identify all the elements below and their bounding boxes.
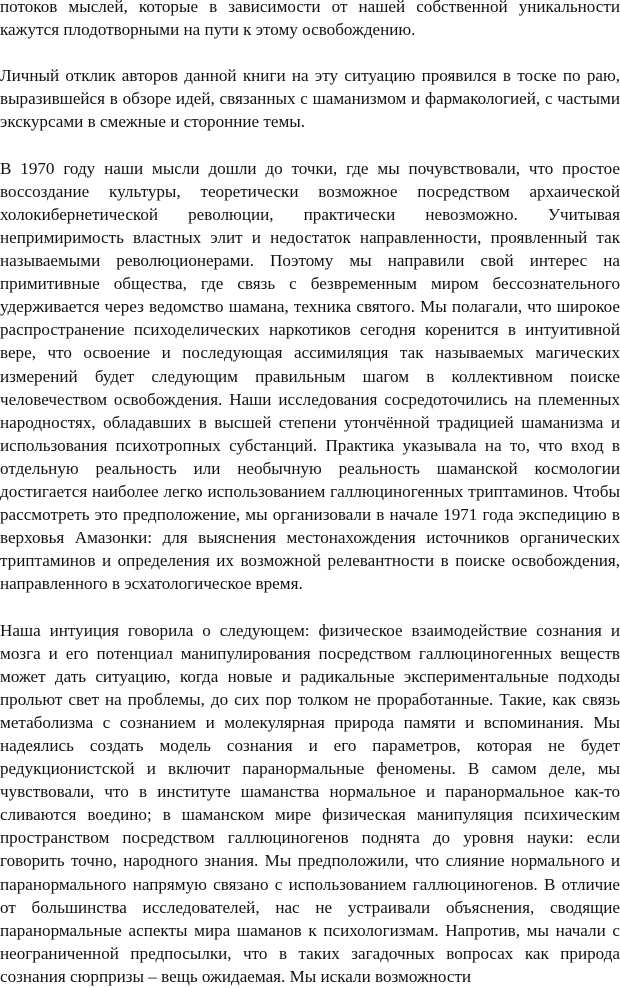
paragraph: В 1970 году наши мысли дошли до точки, где мы почувствовали, что простое воссоздание культуры, теоретически возможное посредством архаической холокибернетической революции, практически невозможно. Учитывая непримиримость властных элит и недостаток направленности, проявленный так называемыми революционерами. Поэтому мы направили свой интерес на примитивные общества, где связь с безвременным миром бессознательного удерживается через ведомство шамана, техника святого. Мы полагали, что широкое распространение психоделических наркотиков сегодня коренится в интуитивной вере, что освоение и последующая ассимиляция так называемых магических измерений будет следующим правильным шагом в коллективном поиске человечеством освобождения. Наши исследования сосредоточились на племенных народностях, обладавших в высшей степени утончённой традицией шаманизма и использования психотропных субстанций. Практика указывала на то, что вход в отдельную реальность или необычную реальность шаманской космологии достигается наиболее легко использованием галлюциногенных триптаминов. Чтобы рассмотреть это предположение, мы организовали в начале 1971 года экспедицию в верховья Амазонки: для выяснения местонахождения источников органических триптаминов и определения их возможной релевантности в поиске освобождения, направленного в эсхатологическое время.	[0, 158, 620, 594]
paragraph: Наша интуиция говорила о следующем: физическое взаимодействие сознания и мозга и его потенциал манипулирования посредством галлюциногенных веществ может дать ситуацию, когда новые и радикальные экспериментальные подходы прольют свет на проблемы, до сих пор толком не проработанные. Такие, как связь метаболизма с сознанием и молекулярная природа памяти и вспоминания. Мы надеялись создать модель сознания и его параметров, которая не будет редукционистской и включит паранормальные феномены. В самом деле, мы чувствовали, что в институте шаманства нормальное и паранормальное как-то сливаются воедино; в шаманском мире физическая манипуляция психическим пространством посредством галлюциногенов поднята до уровня науки: если говорить точно, народного знания. Мы предположили, что слияние нормального и паранормального напрямую связано с использованием галлюциногенов. В отличие от большинства исследователей, нас не устраивали объяснения, сводящие паранормальные аспекты мира шаманов к психологизмам. Напротив, мы начали с неограниченной предпосылки, что в таких загадочных вопросах как природа сознания сюрпризы – вещь ожидаемая. Мы искали возможности	[0, 620, 620, 986]
paragraph: потоков мыслей, которые в зависимости от нашей собственной уникальности кажутся плодотворными на пути к этому освобождению.	[0, 0, 620, 40]
paragraph: Личный отклик авторов данной книги на эту ситуацию проявился в тоске по раю, выразившейся в обзоре идей, связанных с шаманизмом и фармакологией, с частыми экскурсами в смежные и сторонние темы.	[0, 66, 620, 132]
